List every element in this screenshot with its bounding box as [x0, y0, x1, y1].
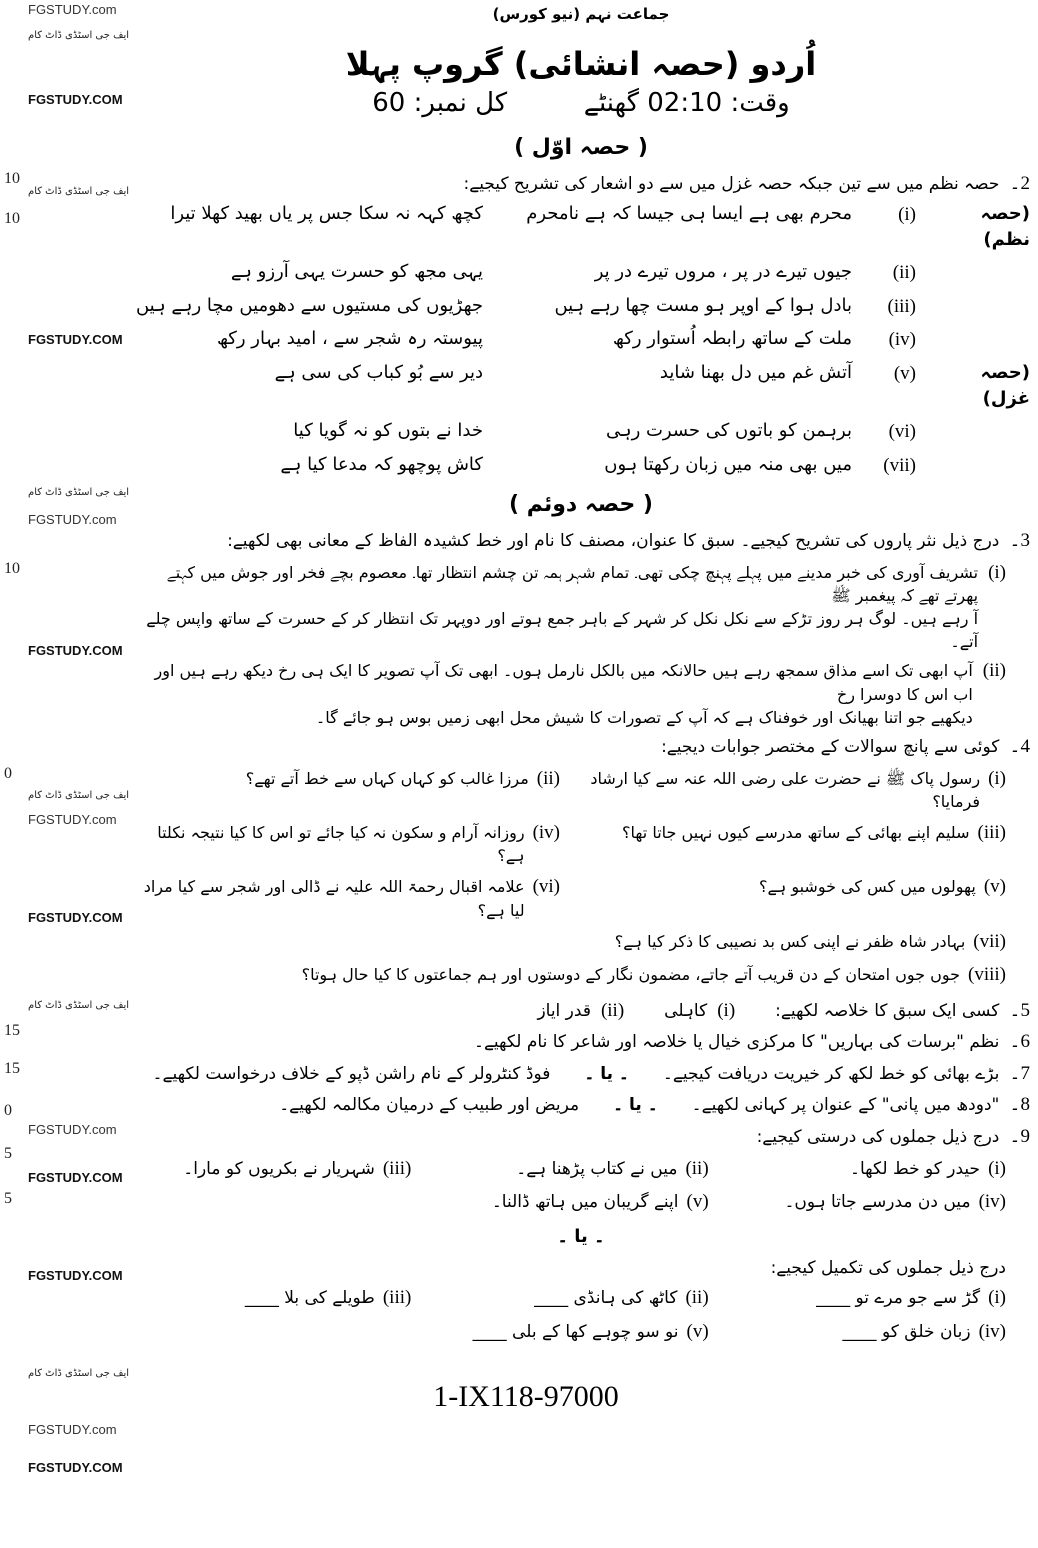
question-item-text: زبان خلق کو ____: [842, 1321, 971, 1342]
option-number: (ii): [600, 999, 625, 1021]
question-text: بڑے بھائی کو خط لکھ کر خیریت دریافت کیجیے۔: [662, 1063, 1000, 1084]
question-item-number: (ii): [536, 767, 560, 789]
question-item-text: شہریار نے بکریوں کو مارا۔: [183, 1158, 375, 1179]
question-item-number: (iv): [532, 821, 560, 843]
verse-second-line: پیوستہ رہ شجر سے ، امید بہار رکھ: [216, 328, 483, 350]
question-item-number: (v): [686, 1320, 709, 1342]
question-5: [132, 997, 1030, 1025]
section-title: ( حصہ دوئم ): [509, 492, 653, 518]
question-item: [132, 819, 560, 867]
question-item-text: گڑ سے جو مرے تو ____: [816, 1288, 981, 1309]
margin-mark: 5: [4, 1145, 12, 1162]
option-number: (i): [717, 999, 736, 1021]
alternate-question: فوڈ کنٹرولر کے نام راشن ڈپو کے خلاف درخواست لکھیے۔: [152, 1063, 551, 1084]
margin-mark: 10: [4, 210, 20, 227]
question-item-number: (iii): [382, 1287, 412, 1309]
watermark: FGSTUDY.COM: [28, 1460, 123, 1475]
class-label: جماعت نہم (نیو کورس): [492, 5, 670, 23]
paper-title: اُردو (حصہ انشائی) گروپ پہلا: [345, 44, 817, 83]
question-7: [132, 1060, 1030, 1088]
watermark: ایف جی اسٹڈی ڈاٹ کام: [28, 1000, 130, 1011]
question-item-text: مرزا غالب کو کہاں کہاں سے خط آتے تھے؟: [245, 768, 529, 788]
question-text: درج ذیل جملوں کی درستی کیجیے:: [756, 1126, 1000, 1147]
time-allowed: وقت: 02:10 گھنٹے: [583, 88, 790, 119]
verse-number: (iv): [888, 329, 916, 351]
or-separator: ۔ یا ۔: [613, 1095, 658, 1116]
question-text: درج ذیل جملوں کی تکمیل کیجیے:: [770, 1257, 1006, 1278]
question-item: [429, 1155, 708, 1183]
question-number: 6۔: [1009, 1031, 1030, 1053]
question-item: [429, 1284, 708, 1312]
or-separator: ۔ یا ۔: [557, 1225, 605, 1247]
option-text: کاہلی: [664, 1000, 708, 1021]
verse-second-line: کاش پوچھو کہ مدعا کیا ہے: [280, 453, 483, 475]
question-number: 9۔: [1009, 1125, 1030, 1147]
exam-header: [132, 4, 1030, 122]
watermark: FGSTUDY.com: [28, 1422, 117, 1437]
completion-heading: [132, 1256, 1030, 1281]
margin-mark: 0: [4, 1102, 12, 1119]
margin-mark: 10: [4, 560, 20, 577]
question-8: [132, 1091, 1030, 1119]
watermark: FGSTUDY.com: [28, 512, 117, 527]
question-item: [132, 928, 1006, 956]
short-question-list: [132, 765, 1030, 989]
watermark: ایف جی اسٹڈی ڈاٹ کام: [28, 487, 130, 498]
question-item-number: (ii): [685, 1157, 709, 1179]
question-item-number: (iv): [978, 1191, 1006, 1213]
verse-first-line: آتش غم میں دل بھنا شاید: [659, 362, 852, 383]
question-item-number: (v): [686, 1191, 709, 1213]
question-item: [727, 1318, 1006, 1346]
question-item-text: نو سو چوہے کھا کے بلی ____: [472, 1321, 679, 1342]
question-item-text: میں نے کتاب پڑھنا ہے۔: [516, 1158, 678, 1179]
verse-first-line: ملت کے ساتھ رابطہ اُستوار رکھ: [612, 328, 852, 350]
question-item-number: (iii): [977, 821, 1006, 843]
question-item: [727, 1284, 1006, 1312]
label-spacer: [934, 418, 1030, 446]
verse-number: (i): [898, 204, 916, 226]
question-text: نظم "برسات کی بہاریں" کا مرکزی خیال یا خلاصہ اور شاعر کا نام لکھیے۔: [474, 1032, 1000, 1053]
verse-list: [132, 201, 1030, 479]
exam-paper: [132, 0, 1030, 1419]
time-marks-line: [132, 85, 1030, 121]
option-text: قدر ایاز: [537, 1000, 591, 1021]
watermark: FGSTUDY.COM: [28, 910, 123, 925]
question-item: [578, 873, 1006, 921]
verse-first-line: بادل ہوا کے اوپر ہو مست چھا رہے ہیں: [554, 294, 852, 316]
verse-number: (v): [893, 363, 916, 384]
question-item: [132, 873, 560, 921]
question-item-text: حیدر کو خط لکھا۔: [850, 1158, 981, 1179]
question-item-text: جوں جوں امتحان کے دن قریب آتے جاتے، مضمون نگار کے دوستوں اور ہم جماعتوں کا کیا حال ہوتا؟: [301, 965, 960, 985]
verse-first-line: برہمن کو باتوں کی حسرت رہی: [606, 420, 852, 442]
passage-line: آپ ابھی تک اسے مذاق سمجھ رہے ہیں حالانکہ میں بالکل نارمل ہوں۔ ابھی تک آپ تصویر کا ایک ہی رخ دیکھ رہے ہیں اور اب اس کا دوسرا رخ: [154, 661, 973, 704]
question-number: 7۔: [1009, 1062, 1030, 1084]
label-spacer: [934, 326, 1030, 354]
question-item: [727, 1188, 1006, 1216]
question-item: [132, 1155, 411, 1183]
watermark: ایف جی اسٹڈی ڈاٹ کام: [28, 30, 130, 41]
watermark: FGSTUDY.com: [28, 2, 117, 17]
question-item-text: طویلے کی بلا ____: [244, 1288, 375, 1309]
question-number: 2۔: [1009, 172, 1030, 194]
verse-second-line: خدا نے بتوں کو نہ گویا کیا: [293, 420, 483, 442]
question-item-text: میں دن مدرسے جاتا ہوں۔: [784, 1192, 971, 1213]
verse-first-line: محرم بھی ہے ایسا ہی جیسا کہ ہے نامحرم: [526, 203, 852, 225]
watermark: FGSTUDY.COM: [28, 332, 123, 347]
label-spacer: [934, 259, 1030, 287]
question-text: "دودھ میں پانی" کے عنوان پر کہانی لکھیے۔: [691, 1095, 1000, 1116]
question-item-text: رسول پاک ﷺ نے حضرت علی رضی اللہ عنہ سے کیا ارشاد فرمایا؟: [590, 768, 981, 811]
passage: [132, 657, 1030, 729]
section-title: ( حصہ اوّل ): [514, 134, 648, 160]
question-number: 4۔: [1009, 736, 1030, 758]
margin-mark: 5: [4, 1190, 12, 1207]
question-item-number: (i): [988, 767, 1006, 789]
question-item-number: (iv): [978, 1320, 1006, 1342]
watermark: FGSTUDY.COM: [28, 1268, 123, 1283]
watermark: FGSTUDY.COM: [28, 92, 123, 107]
question-item-number: (v): [983, 876, 1006, 898]
question-item-text: پھولوں میں کس کی خوشبو ہے؟: [758, 877, 976, 897]
question-item: [132, 1284, 411, 1312]
watermark: ایف جی اسٹڈی ڈاٹ کام: [28, 186, 130, 197]
question-item: [132, 961, 1006, 989]
margin-mark: 15: [4, 1022, 20, 1039]
verse-number: (vi): [888, 421, 916, 443]
passage-number: (i): [988, 561, 1006, 583]
margin-mark: 0: [4, 765, 12, 782]
watermark: FGSTUDY.COM: [28, 1170, 123, 1185]
watermark: ایف جی اسٹڈی ڈاٹ کام: [28, 790, 130, 801]
question-item-text: بہادر شاہ ظفر نے اپنی کس بد نصیبی کا ذکر کیا ہے؟: [614, 931, 966, 951]
question-item-text: روزانہ آرام و سکون نہ کیا جائے تو اس کا کیا نتیجہ نکلتا ہے؟: [157, 822, 525, 866]
verse-second-line: کچھ کہہ نہ سکا جس پر یاں بھید کھلا تیرا: [170, 203, 483, 225]
verse-number: (vii): [883, 454, 916, 476]
label-spacer: [934, 452, 1030, 480]
question-item: [132, 765, 560, 813]
question-9: [132, 1123, 1030, 1151]
watermark: FGSTUDY.com: [28, 812, 117, 827]
question-6: [132, 1028, 1030, 1056]
question-text: کوئی سے پانچ سوالات کے مختصر جوابات دیجیے:: [661, 737, 1000, 758]
paper-code: 1-IX118-97000: [433, 1380, 619, 1414]
question-item-number: (i): [988, 1157, 1006, 1179]
question-item-number: (ii): [685, 1287, 709, 1309]
correction-list: [132, 1155, 1030, 1216]
verse-second-line: جھڑیوں کی مستیوں سے دھومیں مچا رہے ہیں: [135, 294, 483, 316]
question-item: [429, 1318, 708, 1346]
question-item-text: اپنے گریبان میں ہاتھ ڈالنا۔: [491, 1192, 679, 1213]
question-item-text: کاٹھ کی ہانڈی ____: [534, 1288, 678, 1309]
alternate-question: مریض اور طبیب کے درمیان مکالمہ لکھیے۔: [279, 1095, 580, 1116]
question-item-number: (i): [988, 1287, 1006, 1309]
question-item: [429, 1188, 708, 1216]
watermark: ایف جی اسٹڈی ڈاٹ کام: [28, 1368, 130, 1379]
passage-line: آ رہے ہیں۔ لوگ ہر روز تڑکے سے نکل نکل کر شہر کے باہر جمع ہوتے اور دوپہر تک انتظار کر کے حسرت کے ساتھ واپس چلے آتے۔: [146, 609, 979, 652]
verse-number: (ii): [892, 262, 916, 284]
watermark: FGSTUDY.COM: [28, 643, 123, 658]
question-item: [727, 1155, 1006, 1183]
verse-second-line: یہی مجھ کو حسرت یہی آرزو ہے: [230, 261, 483, 283]
question-text: درج ذیل نثر پاروں کی تشریح کیجیے۔ سبق کا عنوان، مصنف کا نام اور خط کشیدہ الفاظ کے معانی بھی لکھیے:: [227, 531, 1000, 552]
question-3: [132, 527, 1030, 555]
question-text: حصہ نظم میں سے تین جبکہ حصہ غزل میں سے دو اشعار کی تشریح کیجیے:: [463, 173, 1000, 194]
question-4: [132, 733, 1030, 761]
completion-list: [132, 1284, 1030, 1345]
question-item-number: (viii): [968, 964, 1006, 986]
verse-second-line: دیر سے بُو کباب کی سی ہے: [274, 362, 483, 383]
question-2: [132, 170, 1030, 198]
question-item-text: علامہ اقبال رحمۃ اللہ علیہ نے ڈالی اور شجر سے کیا مراد لیا ہے؟: [143, 877, 525, 920]
question-number: 3۔: [1009, 530, 1030, 552]
verse-number: (iii): [887, 295, 916, 317]
passage-line: دیکھیے جو اتنا بھیانک اور خوفناک ہے کہ آپ کے تصورات کا شیش محل ابھی زمیں بوس ہو جائے گا۔: [315, 707, 973, 727]
question-item: [578, 819, 1006, 867]
margin-mark: 10: [4, 170, 20, 187]
question-number: 5۔: [1009, 999, 1030, 1021]
watermark: FGSTUDY.com: [28, 1122, 117, 1137]
verse-first-line: میں بھی منہ میں زبان رکھتا ہوں: [604, 453, 852, 475]
question-item-number: (vi): [532, 876, 560, 898]
nazm-label: (حصہ نظم): [980, 203, 1030, 251]
label-spacer: [934, 293, 1030, 321]
total-marks: کل نمبر: 60: [372, 88, 508, 119]
verse-first-line: جیوں تیرے در پر ، مروں تیرے در پر: [594, 261, 852, 283]
passage-line: تشریف آوری کی خبر مدینے میں پہلے پہنچ چکی تھی۔ تمام شہر ہمہ تن چشم انتظار تھا۔ معصوم بچے فخر اور جوش میں کہتے پھرتے تھے کہ پیغمبر ﷺ: [167, 562, 979, 605]
passage-number: (ii): [982, 660, 1006, 682]
question-item: [578, 765, 1006, 813]
passage: [132, 559, 1030, 654]
ghazal-label: (حصہ غزل): [980, 362, 1030, 410]
margin-mark: 15: [4, 1060, 20, 1077]
or-separator: ۔ یا ۔: [584, 1063, 629, 1084]
question-text: کسی ایک سبق کا خلاصہ لکھیے:: [775, 1000, 1000, 1021]
question-item-text: سلیم اپنے بھائی کے ساتھ مدرسے کیوں نہیں جاتا تھا؟: [622, 822, 970, 842]
question-number: 8۔: [1009, 1094, 1030, 1116]
question-item-number: (vii): [973, 930, 1006, 952]
question-item-number: (iii): [382, 1157, 412, 1179]
